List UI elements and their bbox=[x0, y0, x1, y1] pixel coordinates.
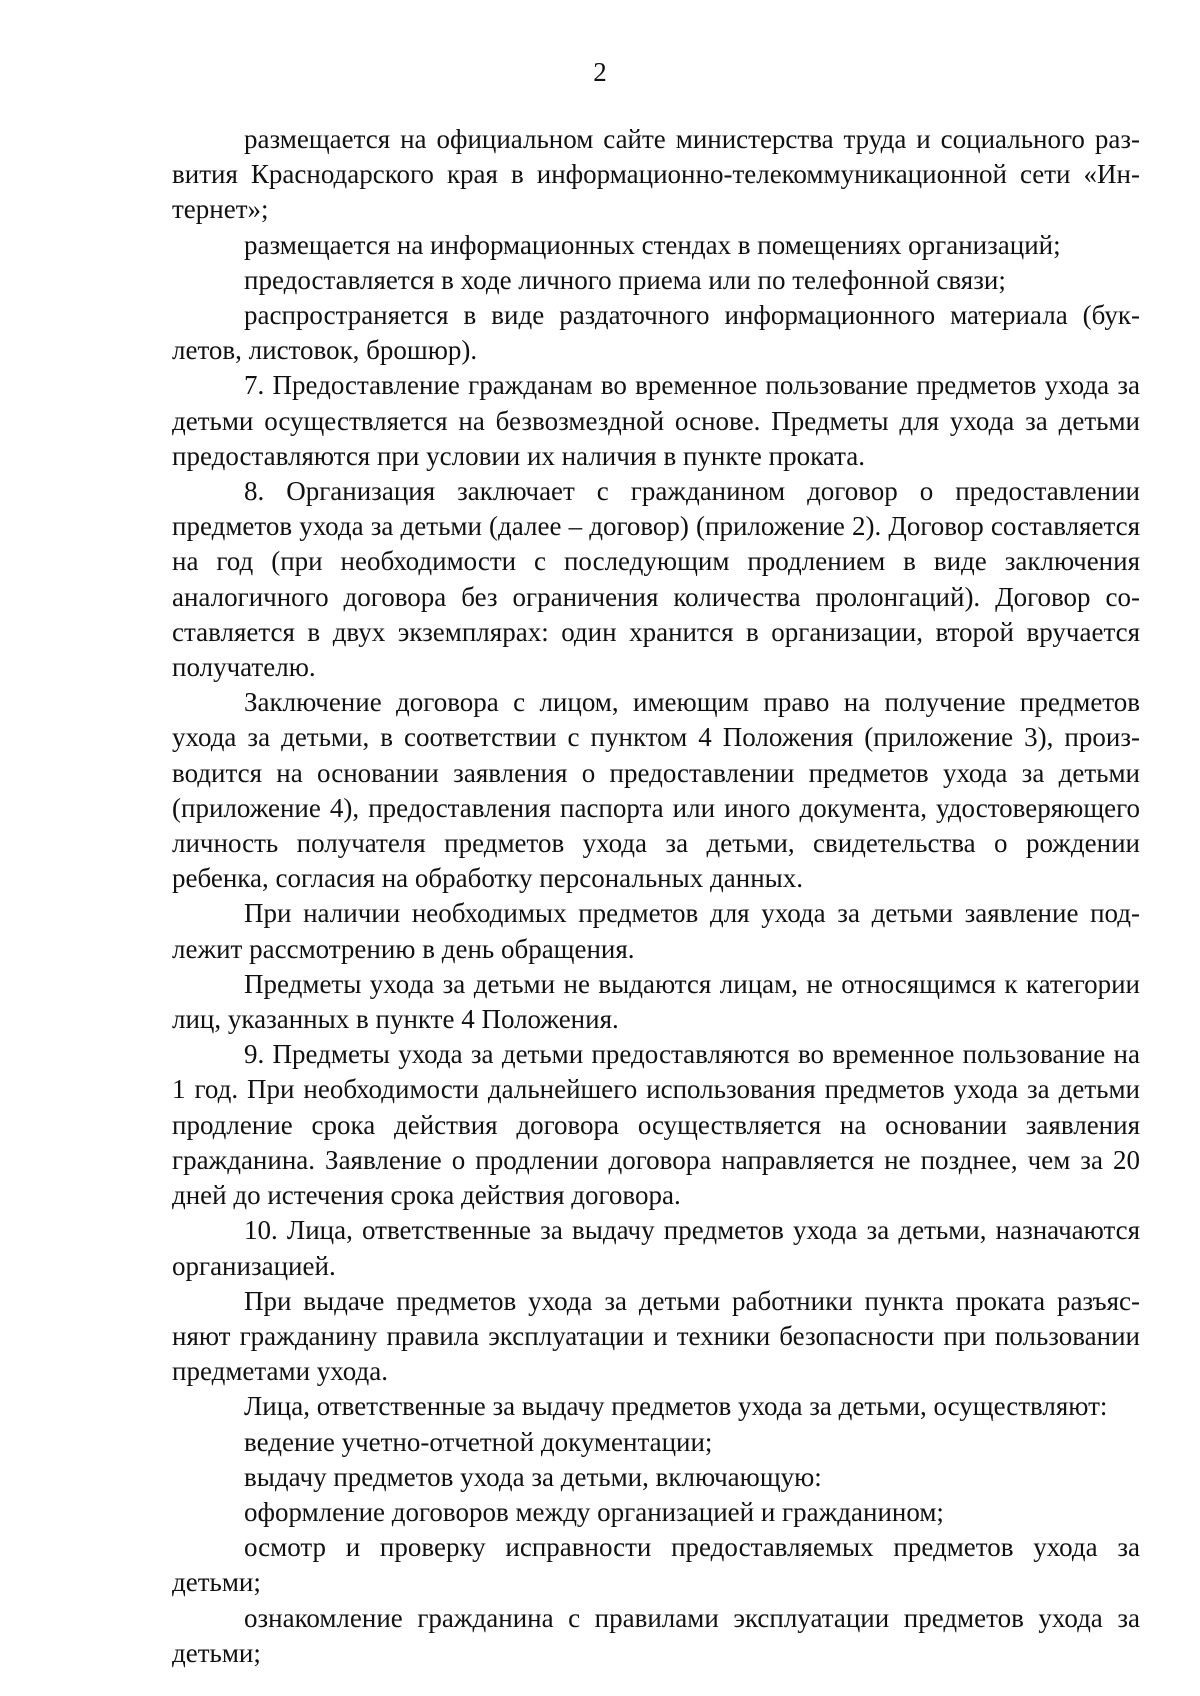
paragraph: При выдаче предметов ухода за детьми работники пункта проката разъясняют гражданину правила эксплуатации и техники безопасности при пользовании предметами ухода. bbox=[172, 1285, 1140, 1387]
paragraph: Предметы ухода за детьми не выдаются лицам, не относящимся к категории лиц, указанных в пункте 4 Положения. bbox=[172, 968, 1140, 1035]
page-number: 2 bbox=[593, 57, 607, 87]
paragraph: При наличии необходимых предметов для ухода за детьми заявление подлежит рассмотрению в день обращения. bbox=[172, 898, 1140, 964]
paragraph: распространяется в виде раздаточного информационного материала (буклетов, листовок, брошюр). bbox=[172, 300, 1140, 366]
paragraph: ведение учетно-отчетной документации; bbox=[244, 1426, 713, 1457]
paragraph: Заключение договора с лицом, имеющим право на получение предметов ухода за детьми, в соответствии с пунктом 4 Положения (приложение 3), производится на основании заявления о предоставлении предметов ухода за детьми (приложение 4), предоставления паспорта или иного документа, удостоверяющего личность получателя предметов ухода за детьми, свидетельства о рождении ребенка, согласия на обработку персональных данных. bbox=[172, 687, 1140, 894]
paragraph: 9. Предметы ухода за детьми предоставляются во временное пользование на 1 год. При необходимости дальнейшего использования предметов ухода за детьми продление срока действия договора осуществляется на основании заявления гражданина. Заявление о продлении договора направляется не позднее, чем за 20 дней до истечения срока действия договора. bbox=[172, 1039, 1140, 1211]
paragraph: предоставляется в ходе личного приема или по телефонной связи; bbox=[244, 264, 1006, 295]
paragraph: ознакомление гражданина с правилами эксплуатации предметов ухода за детьми; bbox=[172, 1602, 1140, 1668]
paragraph: 10. Лица, ответственные за выдачу предметов ухода за детьми, назначаются организацией. bbox=[172, 1215, 1140, 1281]
paragraph: оформление договоров между организацией и гражданином; bbox=[244, 1496, 944, 1527]
paragraph: 8. Организация заключает с гражданином договор о предоставлении предметов ухода за детьми (далее – договор) (приложение 2). Договор составляется на год (при необходимости с последующим продлением в виде заключения аналогичного договора без ограничения количества пролонгаций). Договор составляется в двух экземплярах: один хранится в организации, второй вручается получателю. bbox=[172, 476, 1140, 683]
paragraph: размещается на информационных стендах в помещениях организаций; bbox=[244, 229, 1061, 260]
paragraph: размещается на официальном сайте министерства труда и социального развития Краснодарского края в информационно-телекоммуникационной сети «Интернет»; bbox=[172, 124, 1140, 225]
paragraph: 7. Предоставление гражданам во временное пользование предметов ухода за детьми осуществляется на безвозмездной основе. Предметы для ухода за детьми предоставляются при условии их наличия в пункте проката. bbox=[172, 370, 1140, 471]
document-body bbox=[172, 122, 1140, 1671]
paragraph: Лица, ответственные за выдачу предметов ухода за детьми, осуществляют: bbox=[244, 1391, 1108, 1422]
paragraph: осмотр и проверку исправности предоставляемых предметов ухода за детьми; bbox=[172, 1532, 1140, 1598]
paragraph: выдачу предметов ухода за детьми, включающую: bbox=[244, 1461, 822, 1492]
